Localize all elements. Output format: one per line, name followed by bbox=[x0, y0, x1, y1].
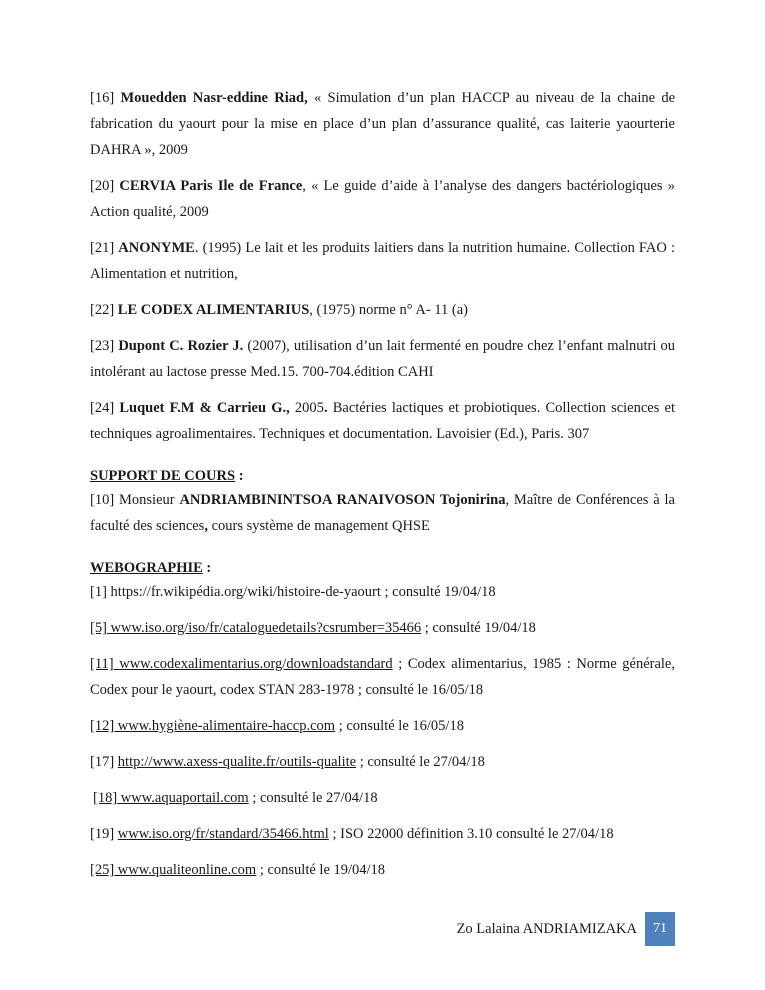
web-link[interactable]: www.iso.org/fr/standard/35466.html bbox=[117, 826, 329, 842]
web-rest: ; consulté 19/04/18 bbox=[421, 620, 536, 636]
ref-text: , (1975) norme n° A- 11 (a) bbox=[309, 302, 468, 318]
web-link[interactable]: www.codexalimentarius.org/downloadstandard bbox=[113, 656, 393, 672]
ref-text: « Simulation d’un plan HACCP au niveau de la chaine de fabrication du yaourt pour la mise en place d’un plan d’assurance qualité, cas laiterie yaourterie DAHRA », 2009 bbox=[90, 90, 676, 158]
web-number: [12] bbox=[90, 718, 115, 734]
web-link[interactable]: www.hygiène-alimentaire-haccp.com bbox=[114, 718, 336, 734]
reference-21 bbox=[90, 235, 675, 287]
ref-number: [20] bbox=[90, 178, 115, 194]
web-rest: ; ISO 22000 définition 3.10 consulté le 27/04/18 bbox=[328, 826, 614, 842]
web-rest: ; consulté le 19/04/18 bbox=[256, 862, 386, 878]
ref-author: ANONYME bbox=[118, 240, 195, 256]
web-number: [17] bbox=[90, 754, 115, 770]
support-comma: , bbox=[204, 518, 208, 534]
ref-text: Bactéries lactiques et probiotiques. Collection sciences et techniques agroalimentaires. Techniques et documentation. Lavoisier (Ed.), Paris. 307 bbox=[90, 400, 676, 442]
support-pre: Monsieur bbox=[114, 492, 180, 508]
support-heading-label: SUPPORT DE COURS bbox=[90, 468, 236, 484]
support-heading bbox=[90, 465, 675, 487]
web-number: [19] bbox=[90, 826, 115, 842]
reference-23 bbox=[90, 333, 675, 385]
reference-22 bbox=[90, 297, 675, 323]
footer-author: Zo Lalaina ANDRIAMIZAKA bbox=[456, 921, 637, 937]
ref-number: [22] bbox=[90, 302, 115, 318]
support-item bbox=[90, 487, 675, 539]
ref-author: Mouedden Nasr-eddine Riad, bbox=[120, 90, 308, 106]
web-rest: ; consulté le 27/04/18 bbox=[248, 790, 378, 806]
web-item-11 bbox=[90, 651, 675, 703]
ref-author: Luquet F.M & Carrieu G., bbox=[119, 400, 290, 416]
web-item-19 bbox=[90, 821, 675, 847]
support-end: cours système de management QHSE bbox=[207, 518, 430, 534]
web-rest: ; Codex alimentarius, 1985 : Norme générale, Codex pour le yaourt, codex STAN 283-1978 ; consulté le 16/05/18 bbox=[90, 656, 675, 698]
page-number: 71 bbox=[645, 912, 675, 946]
web-item-18 bbox=[90, 785, 675, 811]
ref-number: [24] bbox=[90, 400, 115, 416]
web-number: [1] bbox=[90, 584, 107, 600]
ref-author: Dupont C. Rozier J. bbox=[118, 338, 244, 354]
ref-number: [23] bbox=[90, 338, 115, 354]
support-mid: , Maître de Conférences à la faculté des sciences bbox=[90, 492, 675, 534]
web-number: [18] bbox=[93, 790, 118, 806]
ref-year: 2005 bbox=[289, 400, 324, 416]
web-item-12 bbox=[90, 713, 675, 739]
support-number: [10] bbox=[90, 492, 115, 508]
ref-text: . (1995) Le lait et les produits laitiers dans la nutrition humaine. Collection FAO : Alimentation et nutrition, bbox=[90, 240, 676, 282]
webographie-heading-label: WEBOGRAPHIE bbox=[90, 560, 203, 576]
ref-author: LE CODEX ALIMENTARIUS bbox=[117, 302, 310, 318]
web-rest: ; consulté le 16/05/18 bbox=[335, 718, 464, 734]
web-link[interactable]: www.qualiteonline.com bbox=[114, 862, 257, 878]
web-item-5 bbox=[90, 615, 675, 641]
ref-dot: . bbox=[323, 400, 328, 416]
bibliography bbox=[90, 85, 675, 893]
web-item-17 bbox=[90, 749, 675, 775]
web-rest: ; consulté le 27/04/18 bbox=[356, 754, 485, 770]
web-item-1 bbox=[90, 579, 675, 605]
support-name: ANDRIAMBININTSOA RANAIVOSON Tojonirina bbox=[179, 492, 506, 508]
webographie-heading-colon: : bbox=[202, 560, 212, 576]
webographie-heading bbox=[90, 557, 675, 579]
web-number: [5] bbox=[90, 620, 107, 636]
ref-text: , « Le guide d’aide à l’analyse des dangers bactériologiques » Action qualité, 2009 bbox=[90, 178, 675, 220]
ref-author: CERVIA Paris Ile de France bbox=[119, 178, 303, 194]
web-number: [25] bbox=[90, 862, 115, 878]
web-item-25 bbox=[90, 857, 675, 883]
ref-number: [21] bbox=[90, 240, 115, 256]
web-link[interactable]: www.iso.org/iso/fr/cataloguedetails?csrumber=35466 bbox=[106, 620, 422, 636]
support-heading-colon: : bbox=[235, 468, 244, 484]
web-link[interactable]: www.aquaportail.com bbox=[117, 790, 249, 806]
web-rest: https://fr.wikipédia.org/wiki/histoire-de-yaourt ; consulté 19/04/18 bbox=[106, 584, 496, 600]
ref-number: [16] bbox=[90, 90, 115, 106]
reference-24 bbox=[90, 395, 675, 447]
page-footer bbox=[0, 912, 675, 946]
reference-20 bbox=[90, 173, 675, 225]
ref-text: (2007), utilisation d’un lait fermenté en poudre chez l’enfant malnutri ou intolérant au lactose presse Med.15. 700-704.édition CAHI bbox=[90, 338, 676, 380]
reference-16 bbox=[90, 85, 675, 163]
web-link[interactable]: http://www.axess-qualite.fr/outils-qualite bbox=[117, 754, 357, 770]
web-number: [11] bbox=[90, 656, 114, 672]
